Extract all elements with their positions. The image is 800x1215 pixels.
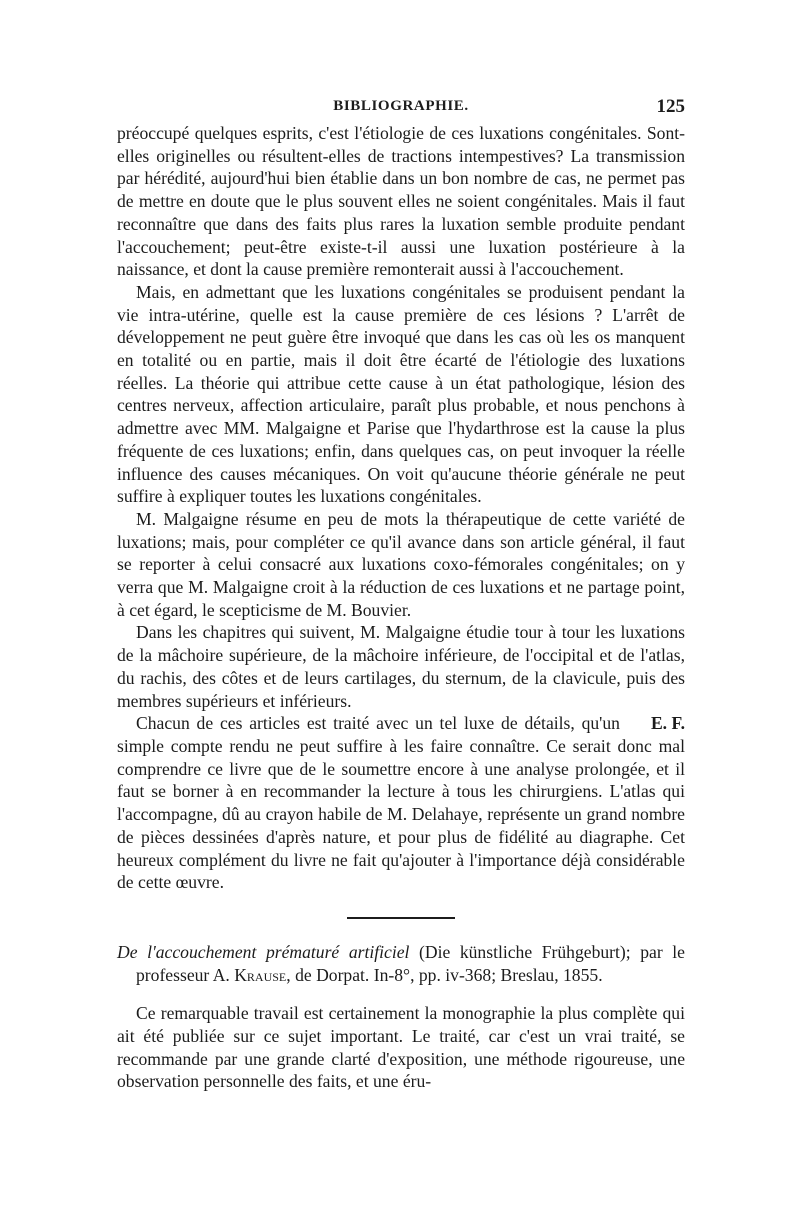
citation-details: , de Dorpat. In-8°, pp. iv-368; Breslau, 1855. [286, 964, 603, 985]
review-paragraph-5-text: Chacun de ces articles est traité avec un tel luxe de détails, qu'un simple compte rendu ne peut suffire à les faire connaître. Ce serait donc mal comprendre ce livre que de le soumettre encore à une analyse prolongée, et il faut se borner à en recommander la lecture à tous les chirurgiens. L'atlas qui l'accompagne, dû au crayon habile de M. Delahaye, représente un grand nombre de pièces dessinées d'après nature, et pour plus de fidélité au diagraphe. Cet heureux complément du livre ne fait qu'ajouter à l'importance déjà considérable de cette œuvre. [117, 713, 685, 893]
review-text [117, 122, 685, 894]
review-paragraph-4: Dans les chapitres qui suivent, M. Malgaigne étudie tour à tour les luxations de la mâchoire supérieure, de la mâchoire inférieure, de l'occipital et de l'atlas, du rachis, des côtes et de leurs cartilages, du sternum, de la clavicule, puis des membres supérieurs et inférieurs. [117, 622, 685, 711]
book-page [117, 96, 685, 1111]
citation-title: De l'accouchement prématuré artificiel [117, 941, 410, 962]
article-paragraph: Ce remarquable travail est certainement la monographie la plus complète qui ait été publiée sur ce sujet important. Le traité, car c'est un vrai traité, se recommande par une grande clarté d'exposition, une méthode rigoureuse, une observation personnelle des faits, et une éru- [117, 1003, 685, 1092]
citation-german-title: (Die künstliche Frühgeburt); par le professeur A. [136, 941, 685, 985]
review-paragraph-3: M. Malgaigne résume en peu de mots la thérapeutique de cette variété de luxations; mais, pour compléter ce qu'il avance dans son article général, il faut se reporter à celui consacré aux luxations coxo-fémorales congénitales; on y verra que M. Malgaigne croit à la réduction de ces luxations et ne partage point, à cet égard, le scepticisme de M. Bouvier. [117, 508, 685, 620]
book-citation [117, 941, 685, 986]
citation-author: Krause [234, 964, 287, 985]
review-paragraph-2: Mais, en admettant que les luxations congénitales se produisent pendant la vie intra-utérine, quelle est la cause première de ces lésions ? L'arrêt de développement ne peut guère être invoqué que dans les cas où les os manquent en totalité ou en partie, mais il doit être écarté de l'étiologie des luxations réelles. La théorie qui attribue cette cause à un état pathologique, lésion des centres nerveux, affection articulaire, paraît plus probable, et nous penchons à admettre avec MM. Malgaigne et Parise que l'hydarthrose est la cause la plus fréquente de ces luxations; enfin, dans quelques cas, on peut invoquer la réelle influence des causes mécaniques. On voit qu'aucune théorie générale ne peut suffire à expliquer toutes les luxations congénitales. [117, 281, 685, 507]
page-number: 125 [656, 96, 685, 117]
page-header [117, 96, 685, 122]
section-divider [347, 917, 455, 919]
running-head: BIBLIOGRAPHIE. [333, 98, 469, 114]
review-signature: E. F. [650, 713, 685, 734]
review-paragraph-5 [117, 712, 685, 894]
review-paragraph-1: préoccupé quelques esprits, c'est l'étiologie de ces luxations congénitales. Sont-elles originelles ou résultent-elles de tractions intempestives? La transmission par hérédité, aujourd'hui bien établie dans un bon nombre de cas, ne permet pas de mettre en doute que le plus souvent elles ne soient congénitales. Mais il faut reconnaître que dans des faits plus rares la luxation semble produite pendant l'accouchement; peut-être existe-t-il aussi une luxation postérieure à la naissance, et dont la cause première remonterait aussi à l'accouchement. [117, 123, 685, 280]
